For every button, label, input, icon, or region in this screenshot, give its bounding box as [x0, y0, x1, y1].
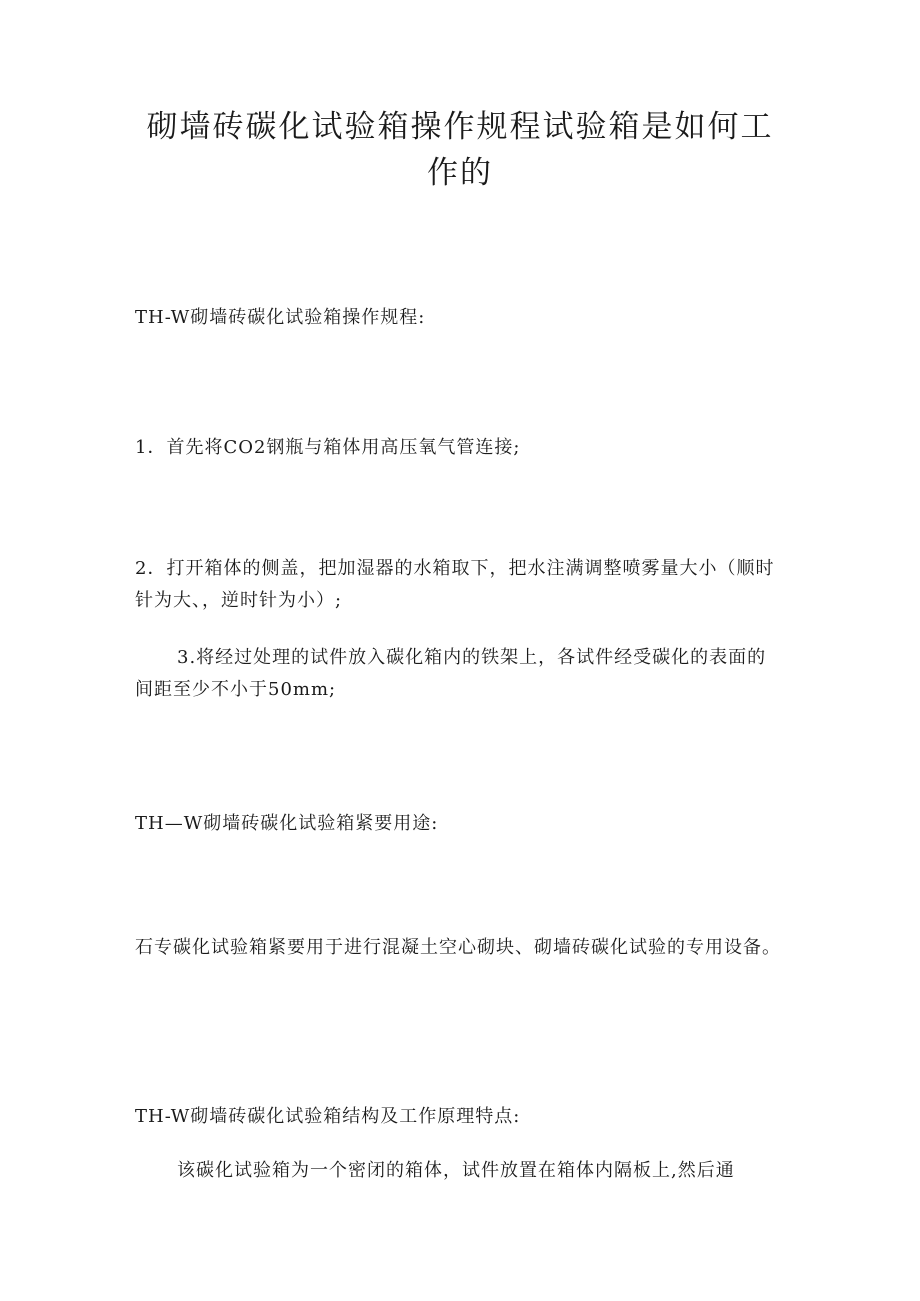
paragraph-structure-body: 该碳化试验箱为一个密闭的箱体，试件放置在箱体内隔板上,然后通: [177, 1160, 735, 1181]
paragraph-structure-heading: TH-W砌墙砖碳化试验箱结构及工作原理特点:: [135, 1106, 521, 1127]
paragraph-step-2: 2．打开箱体的侧盖，把加湿器的水箱取下，把水注满调整喷雾量大小（顺时针为大、，逆时针为小）;: [135, 558, 775, 611]
paragraph-step-3: 3.将经过处理的试件放入碳化箱内的铁架上，各试件经受碳化的表面的间距至少不小于50mm;: [135, 647, 767, 700]
paragraph-usage-body: 石专碳化试验箱紧要用于进行混凝土空心砌块、砌墙砖碳化试验的专用设备。: [135, 937, 781, 958]
document-title: 砌墙砖碳化试验箱操作规程试验箱是如何工作的: [146, 109, 774, 191]
paragraph-procedure-heading: TH-W砌墙砖碳化试验箱操作规程:: [135, 307, 426, 328]
paragraph-usage-heading: TH—W砌墙砖碳化试验箱紧要用途:: [135, 813, 439, 834]
paragraph-step-1: 1．首先将CO2钢瓶与箱体用高压氧气管连接;: [135, 437, 521, 458]
